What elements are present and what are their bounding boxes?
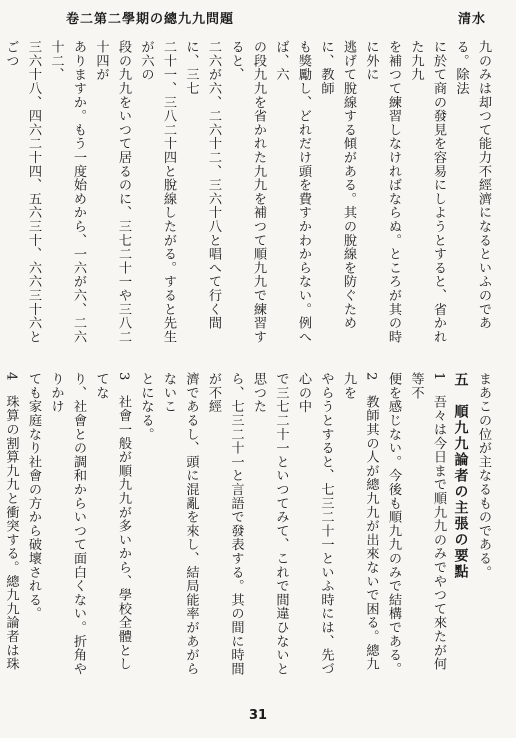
text-line: に於て商の發見を容易にしようとすると、省かれた九九 bbox=[408, 40, 446, 344]
text-line: とになる。 bbox=[138, 372, 154, 441]
text-line: 濟であるし、頭に混亂を來し、結局能率があがらないこ bbox=[161, 372, 199, 676]
text-line: を補つて練習しなければならぬ。ところが其の時に外に bbox=[363, 40, 401, 344]
text-line: まあこの位が主なるものである。 bbox=[476, 372, 491, 579]
text-line: で三七二十一といつてみて、これで間違ひないと思つた bbox=[251, 372, 289, 676]
running-head-author: 清水 bbox=[457, 12, 486, 27]
text-line: 2 教師其の人が總九九が出來ないで困る。總九九を bbox=[341, 372, 379, 671]
section-heading: 五 順九九論者の主張の要點 bbox=[452, 372, 469, 580]
text-line: 1 吾々は今日まで順九九のみでやつて來たが何等不 bbox=[408, 372, 446, 671]
text-line: 段の九九をいつて居るのに、三七二十一や三八二十四が bbox=[93, 40, 131, 344]
text-line: ありますか。もう一度始めから、一六が六、二六十二、 bbox=[48, 40, 86, 344]
text-line: も獎勵し、どれだけ頭を費すかわからない。例へば、六 bbox=[273, 40, 311, 344]
text-line: 九のみは却つて能力不經濟になるといふのである。除法 bbox=[453, 40, 491, 330]
text-line: 二六が六、二六十二、三六十八と唱へて行く間に、三七 bbox=[183, 40, 221, 330]
lower-text-block bbox=[3, 372, 494, 680]
text-line: 4 珠算の割算九九と衝突する。總九九論者は珠 bbox=[3, 372, 19, 671]
text-line: 逃げて脫線する傾がある。其の脫線を防ぐために、教師 bbox=[318, 40, 356, 330]
running-head-title: 卷二第二學期の總九九問題 bbox=[66, 12, 235, 27]
text-line: の段九九を省かれた九九を補つて順九九で練習すると、 bbox=[228, 40, 266, 344]
text-line: 二十一、三八二十四と脫線したがる。すると先生が六の bbox=[138, 40, 176, 344]
text-line: り、社會との調和からいつて面白くない。折角やりかけ bbox=[48, 372, 86, 676]
text-line: やらうとすると、七三二十一といふ時には、先づ心の中 bbox=[296, 372, 334, 676]
text-line: 便を感じない。今後も順九九のみで結構である。 bbox=[386, 372, 401, 676]
text-line: ら、七三二十一と言語で發表する。其の間に時間が不經 bbox=[206, 372, 244, 676]
running-head bbox=[66, 8, 486, 38]
upper-text-block bbox=[3, 40, 494, 356]
text-line: ても家庭なり社會の方から破壞される。 bbox=[26, 372, 41, 621]
text-line: 三六十八、四六二十四、五六三十、六六三十六とごつ bbox=[3, 40, 41, 344]
page-number: 31 bbox=[248, 708, 268, 723]
text-line: 3 社會一般が順九九が多いから、學校全體としてな bbox=[93, 372, 131, 671]
